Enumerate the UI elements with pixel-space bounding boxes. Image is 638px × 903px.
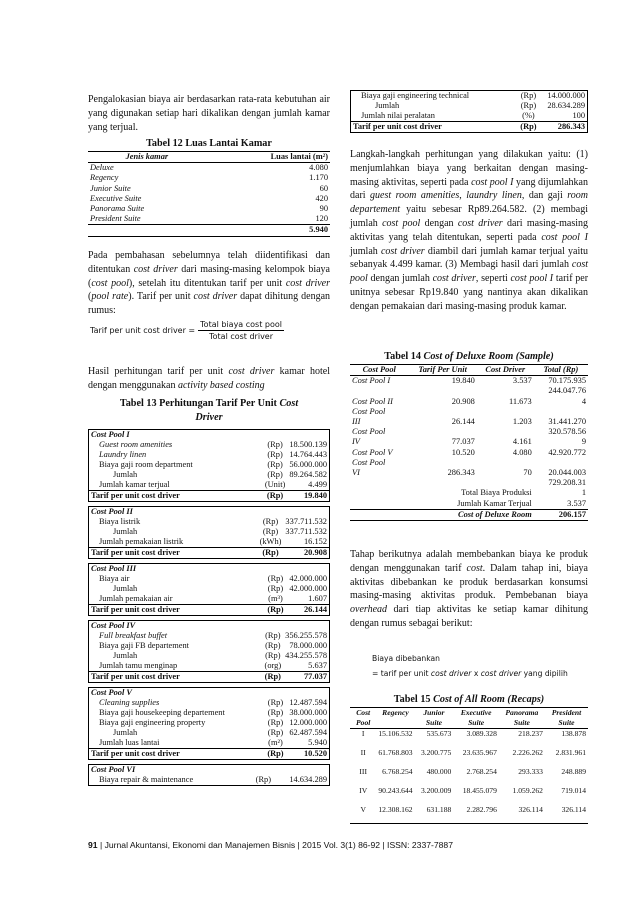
table-cell: (Rp) — [520, 101, 537, 110]
formula-allocation — [372, 654, 568, 678]
table-row — [89, 460, 330, 470]
table-cell: 420 — [315, 193, 328, 203]
formula-pool-rate — [90, 320, 284, 341]
table-cell: 42.920.772 — [548, 447, 586, 457]
table-cell: (Rp) — [267, 450, 283, 459]
cost-pool-name: Cost Pool II — [91, 507, 133, 516]
table-cell: (Rp) — [520, 91, 537, 100]
table-cell: Full breakfast buffet — [99, 631, 168, 640]
table-cell: Biaya gaji housekeeping departement — [99, 708, 225, 717]
table-cell: 206.157 — [558, 509, 586, 519]
table-cell — [408, 458, 476, 468]
table-row — [350, 729, 588, 748]
table-row — [88, 163, 330, 174]
cost-pool-name: Cost Pool VI — [91, 765, 136, 774]
table-12-grid — [88, 151, 330, 237]
summary-row — [350, 509, 588, 520]
table-cell — [477, 407, 534, 417]
table-cell: 89.264.582 — [289, 470, 327, 479]
table-row — [89, 537, 330, 548]
table-cell: (org) — [264, 661, 282, 670]
table-cell: 70.175.935 — [548, 376, 586, 386]
table-row — [89, 574, 330, 584]
table-cell: 535.673 — [426, 729, 452, 739]
cost-pool-block — [88, 429, 330, 502]
table-row — [350, 478, 588, 488]
table-row — [89, 661, 330, 672]
table-cell: 10.520 — [286, 749, 330, 760]
table-cell: Jumlah nilai peralatan — [361, 111, 435, 120]
table-cell: 61.768.803 — [378, 747, 413, 757]
table-cell: Laundry linen — [99, 450, 147, 459]
table-cell — [408, 427, 476, 437]
table-cell: Jumlah — [113, 527, 138, 536]
table-row — [89, 517, 330, 527]
table-header: Luas lantai (m²) — [270, 152, 328, 161]
table-cell: Biaya listrik — [99, 517, 141, 526]
table-header: Junior Suite — [423, 708, 445, 728]
table-cell: Cost Pool II — [352, 396, 393, 406]
table-cell: 20.908 — [451, 396, 475, 406]
table-cell: Cost Pool V — [352, 447, 393, 457]
table-header: President Suite — [551, 708, 582, 728]
paragraph-overhead: Tahap berikutnya adalah membebankan biaya ke produk dengan menggunakan tarif cost. Dalam tahap ini, biaya aktivitas dibebankan ke produk berdasarkan konsumsi masing-masing aktivitas produk. Pembebanan biaya overhead dari tiap aktivitas ke setiap kamar dihitung dengan rumus sebagai berikut: — [350, 549, 588, 629]
table-cell: 90 — [319, 204, 328, 214]
table-cell — [350, 478, 408, 488]
table-cell: 90.243.644 — [378, 785, 413, 795]
table-15-grid — [350, 707, 588, 824]
table-row — [89, 631, 330, 641]
table-cell: 6.768.254 — [382, 766, 413, 776]
table-13-caption: Tabel 13 Perhitungan Tarif Per Unit Cost Driver — [119, 398, 299, 423]
table-cell: Biaya gaji room department — [99, 460, 193, 469]
table-row — [350, 437, 588, 447]
table-cell: 244.047.76 — [548, 386, 586, 396]
table-15-caption: Tabel 15 Cost of All Room (Recaps) — [393, 694, 545, 705]
paragraph-cost-driver: Pada pembahasan sebelumnya telah diidentifikasi dan ditentukan cost driver dari masing-masing kelompok biaya (cost pool), setelah itu ditentukan tarif per unit cost driver (pool rate). Tarif per unit cost driver dapat dihitung dengan rumus: — [88, 250, 331, 317]
paragraph-results-intro: Hasil perhitungan tarif per unit cost driver kamar hotel dengan menggunakan activity based costing — [88, 366, 330, 391]
table-cell: 26.144 — [286, 605, 330, 616]
table-cell — [350, 386, 408, 396]
table-row — [350, 407, 588, 417]
table-cell: 337.711.532 — [285, 527, 327, 536]
cost-pool-block — [88, 764, 330, 786]
table-cell: 120 — [315, 214, 328, 224]
table-cell: (Unit) — [264, 480, 286, 489]
cost-pool-header — [89, 430, 330, 441]
table-cell: 77.037 — [283, 672, 329, 683]
table-cell: (Rp) — [267, 718, 284, 727]
table-cell: Jumlah Kamar Terjual — [457, 498, 532, 508]
table-cell: Tarif per unit cost driver — [89, 749, 266, 760]
formula-numerator: Total biaya cost pool — [200, 320, 282, 329]
table-cell: (Rp) — [267, 460, 283, 469]
table-cell: Biaya air — [99, 574, 130, 583]
cost-pool-header — [89, 765, 330, 776]
table-cell: (kWh) — [259, 537, 282, 546]
cost-pool-name: Cost Pool IV — [91, 621, 136, 630]
table-cell: Cost of Deluxe Room — [458, 509, 532, 519]
table-cell: (Rp) — [267, 708, 284, 717]
table-cell: Jumlah — [113, 584, 138, 593]
table-cell: Tarif per unit cost driver — [89, 672, 263, 683]
table-cell: Tarif per unit cost driver — [89, 605, 266, 616]
table-cell: 19.840 — [451, 376, 475, 386]
table-cell: Jumlah — [113, 470, 138, 479]
page-footer — [88, 840, 453, 850]
table-cell: Jumlah pemakaian listrik — [99, 537, 184, 546]
table-cell: I — [361, 729, 365, 739]
table-header: Regency — [382, 708, 409, 717]
table-cell: Tarif per unit cost driver — [89, 548, 258, 559]
table-row — [88, 214, 330, 225]
table-cell: Regency — [90, 173, 119, 183]
table-cell: 480.000 — [426, 766, 452, 776]
table-cell: 4.080 — [512, 447, 532, 457]
paragraph-steps: Langkah-langkah perhitungan yang dilakukan yaitu: (1) menjumlahkan biaya yang berkaitan dengan masing-masing aktivitas, seperti pada cost pool I yang dijumlahkan dari guest room amenities, laundry linen, dan gaji room departement yaitu sebesar Rp89.264.582. (2) membagi jumlah cost pool dengan cost driver dari masing-masing aktivitas yang telah ditentukan, seperti pada cost pool I jumlah cost driver diambil dari jumlah kamar terjual yaitu sebanyak 4.499 kamar. (3) Membagi hasil dari jumlah cost pool dengan jumlah cost driver, seperti cost pool I tarif per unitnya sebesar Rp19.840 yang nantinya akan dikalikan dengan pemakaian dari masing-masing produk kamar. — [350, 149, 589, 312]
table-cell: 12.308.162 — [378, 804, 413, 814]
table-cell: 326.114 — [561, 804, 586, 814]
table-14 — [350, 350, 588, 521]
table-row — [89, 527, 330, 537]
table-cell: 1.607 — [308, 594, 327, 603]
table-cell: (Rp) — [263, 672, 284, 683]
table-cell: (Rp) — [255, 775, 272, 784]
table-cell: Jumlah tamu menginap — [99, 661, 178, 670]
table-cell: VI — [352, 468, 360, 478]
table-cell: 5.637 — [308, 661, 327, 670]
table-cell: (Rp) — [263, 491, 287, 502]
table-cell — [408, 407, 476, 417]
table-row — [89, 641, 330, 651]
table-cell: 356.255.578 — [285, 631, 327, 640]
table-header: Jenis kamar — [125, 152, 169, 161]
table-row — [350, 397, 588, 407]
table-row — [89, 480, 330, 491]
tarif-row — [89, 672, 330, 683]
table-cell: Deluxe — [90, 163, 114, 173]
table-row — [351, 91, 588, 102]
table-cell: 77.037 — [451, 437, 475, 447]
table-cell — [477, 458, 534, 468]
table-cell: 248.889 — [561, 766, 586, 776]
table-cell: III — [352, 417, 361, 427]
table-cell: 4.161 — [512, 437, 532, 447]
table-cell: 14.000.000 — [547, 91, 585, 100]
table-row — [89, 584, 330, 594]
table-cell: 4.499 — [308, 480, 327, 489]
table-cell — [408, 386, 476, 396]
cost-pool-block — [88, 687, 330, 760]
table-row — [351, 101, 588, 111]
table-row — [350, 427, 588, 437]
table-cell: (Rp) — [267, 584, 284, 593]
table-row — [89, 594, 330, 605]
table-12-total: 5.940 — [309, 225, 328, 235]
table-cell: 9 — [581, 437, 586, 447]
table-row — [88, 173, 330, 183]
summary-row — [350, 488, 588, 498]
table-cell: Executive Suite — [90, 193, 142, 203]
table-13 — [88, 397, 330, 786]
table-cell: 20.908 — [283, 548, 329, 559]
table-row — [89, 651, 330, 661]
tarif-row — [351, 122, 588, 133]
table-cell: Jumlah pemakaian air — [99, 594, 173, 603]
table-cell: 42.000.000 — [289, 584, 327, 593]
formula-lhs: Tarif per unit cost driver = — [90, 326, 196, 335]
table-cell: (Rp) — [265, 631, 281, 640]
table-header: Total (Rp) — [543, 365, 579, 374]
table-cell: Cost Pool — [352, 427, 386, 437]
table-row — [89, 440, 330, 450]
table-row — [89, 738, 330, 749]
table-cell: Biaya gaji engineering technical — [361, 91, 470, 100]
table-cell: 28.634.289 — [547, 101, 585, 110]
cost-pool-header — [89, 507, 330, 518]
table-cell: 3.089.328 — [466, 729, 497, 739]
table-cell: (Rp) — [267, 728, 284, 737]
table-cell: Cost Pool — [352, 457, 386, 467]
table-cell: Junior Suite — [90, 183, 131, 193]
table-14-caption: Tabel 14 Cost of Deluxe Room (Sample) — [384, 351, 554, 362]
tarif-row — [89, 548, 330, 559]
table-cell: 1.170 — [309, 173, 328, 183]
table-cell: Jumlah luas lantai — [99, 738, 160, 747]
cost-pool-block — [88, 620, 330, 683]
table-cell: Total Biaya Produksi — [461, 488, 532, 498]
table-cell: 38.000.000 — [289, 708, 327, 717]
table-cell — [408, 478, 476, 488]
table-cell: 320.578.56 — [548, 427, 586, 437]
table-cell: 2.226.262 — [512, 747, 543, 757]
table-14-grid — [350, 364, 588, 521]
table-cell: IV — [352, 437, 360, 447]
tarif-row — [89, 491, 330, 502]
table-row — [350, 376, 588, 387]
table-cell: (Rp) — [267, 440, 283, 449]
table-row — [350, 748, 588, 767]
table-row — [350, 386, 588, 396]
table-row — [89, 718, 330, 728]
table-13-continued — [350, 90, 588, 133]
table-cell: 1.203 — [512, 417, 532, 427]
table-cell: 100 — [572, 111, 585, 120]
table-cell — [534, 458, 588, 468]
table-cell: (Rp) — [265, 641, 281, 650]
table-row — [350, 417, 588, 427]
table-cell: 3.537 — [567, 498, 586, 508]
table-cell: (Rp) — [265, 605, 286, 616]
table-row — [89, 775, 330, 786]
table-cell: (Rp) — [265, 651, 281, 660]
footer-text: | Jurnal Akuntansi, Ekonomi dan Manajemen Bisnis | 2015 Vol. 3(1) 86-92 | ISSN: 2337-7887 — [97, 840, 453, 850]
table-row — [350, 786, 588, 805]
tarif-row — [89, 749, 330, 760]
cost-pool-header — [89, 688, 330, 699]
table-cell: Biaya gaji FB departement — [99, 641, 190, 650]
table-cell — [534, 407, 588, 417]
table-15 — [350, 693, 588, 824]
table-cell: 2.831.961 — [555, 747, 586, 757]
table-cell: 26.144 — [451, 417, 475, 427]
table-cell: Tarif per unit cost driver — [351, 122, 518, 133]
table-cell: 2.768.254 — [466, 766, 497, 776]
table-row — [88, 204, 330, 214]
table-row — [89, 728, 330, 738]
table-cell: 631.188 — [426, 804, 452, 814]
cost-pool-header — [89, 621, 330, 632]
table-header: Cost Pool — [356, 708, 371, 728]
table-cell: IV — [359, 785, 368, 795]
table-cell: (Rp) — [267, 470, 283, 479]
table-header: Cost Driver — [485, 365, 526, 374]
table-cell: 15.106.532 — [378, 729, 413, 739]
table-row — [350, 805, 588, 824]
table-cell: 3.200.009 — [420, 785, 452, 795]
formula-denominator: Total cost driver — [209, 332, 274, 341]
table-cell: 729.208.31 — [548, 478, 586, 488]
table-cell: 18.500.139 — [289, 440, 327, 449]
table-cell: (Rp) — [265, 749, 286, 760]
table-row — [350, 468, 588, 478]
table-row — [89, 708, 330, 718]
table-cell: Jumlah — [375, 101, 400, 110]
table-row — [88, 194, 330, 204]
table-cell: V — [360, 804, 366, 814]
table-cell: 56.000.000 — [289, 460, 327, 469]
table-cell: Jumlah — [113, 728, 138, 737]
cost-pool-header — [89, 564, 330, 575]
table-cell: Cost Pool — [352, 406, 386, 416]
summary-row — [350, 499, 588, 510]
table-cell: 16.152 — [303, 537, 327, 546]
table-cell: 1.059.262 — [512, 785, 543, 795]
formula-allocation-expr: = tarif per unit cost driver x cost driver yang dipilih — [372, 669, 568, 678]
table-cell: 14.764.443 — [289, 450, 327, 459]
table-row — [351, 111, 588, 122]
table-cell: 2.282.796 — [466, 804, 497, 814]
table-cell: 4 — [581, 396, 586, 406]
table-12-caption: Tabel 12 Luas Lantai Kamar — [146, 138, 272, 149]
table-cell: Biaya repair & maintenance — [99, 775, 194, 784]
table-cell: 78.000.000 — [289, 641, 327, 650]
cost-pool-name: Cost Pool I — [91, 430, 130, 439]
table-cell: President Suite — [90, 214, 141, 224]
table-cell: Jumlah — [113, 651, 138, 660]
table-cell: 719.014 — [561, 785, 586, 795]
table-cell: 42.000.000 — [289, 574, 327, 583]
table-row — [89, 470, 330, 480]
table-cell: (Rp) — [267, 698, 284, 707]
table-cell: 12.000.000 — [289, 718, 327, 727]
table-cell: (m²) — [268, 738, 283, 747]
table-cell: (Rp) — [517, 122, 540, 133]
table-cell — [477, 478, 534, 488]
table-row — [350, 767, 588, 786]
table-cell: 18.455.079 — [462, 785, 497, 795]
page-number: 91 — [88, 840, 98, 850]
table-12 — [88, 137, 330, 237]
table-header: Cost Pool — [362, 365, 396, 374]
table-cell: 434.255.578 — [285, 651, 327, 660]
table-cell — [477, 427, 534, 437]
table-cell: Guest room amenities — [99, 440, 173, 449]
table-cell: Tarif per unit cost driver — [89, 491, 263, 502]
table-cell: 12.487.594 — [289, 698, 327, 707]
tarif-row — [89, 605, 330, 616]
table-cell: 5.940 — [308, 738, 327, 747]
table-cell: (Rp) — [262, 517, 279, 526]
table-cell: 337.711.532 — [285, 517, 327, 526]
table-row — [89, 450, 330, 460]
table-cell: 4.080 — [309, 163, 328, 173]
table-cell: 70 — [523, 468, 532, 478]
cost-pool-name: Cost Pool V — [91, 688, 132, 697]
table-cell: Jumlah kamar terjual — [99, 480, 170, 489]
table-cell: 3.537 — [512, 376, 532, 386]
table-row — [88, 184, 330, 194]
table-row — [89, 698, 330, 708]
table-cell: (%) — [522, 111, 535, 120]
formula-allocation-label: Biaya dibebankan — [372, 654, 440, 663]
table-header: Executive Suite — [460, 708, 492, 728]
table-cell: 1 — [581, 488, 586, 498]
table-cell: 62.487.594 — [289, 728, 327, 737]
table-cell: Biaya gaji engineering property — [99, 718, 206, 727]
table-cell: Cleaning supplies — [99, 698, 160, 707]
cost-pool-block — [88, 506, 330, 559]
table-cell: (Rp) — [262, 527, 279, 536]
table-cell: 11.673 — [509, 396, 532, 406]
table-cell: (Rp) — [267, 574, 284, 583]
table-row — [350, 458, 588, 468]
table-cell: 3.200.775 — [420, 747, 452, 757]
table-row — [350, 448, 588, 458]
table-cell: 10.520 — [451, 447, 475, 457]
table-cell: 286.343 — [447, 468, 475, 478]
table-cell: (Rp) — [258, 548, 284, 559]
table-cell: 20.044.003 — [548, 468, 586, 478]
table-cell: 31.441.270 — [548, 417, 586, 427]
table-cell: 293.333 — [518, 766, 543, 776]
table-cell: 60 — [319, 183, 328, 193]
table-cell: 326.114 — [518, 804, 543, 814]
table-cell: 19.840 — [287, 491, 329, 502]
table-cell: Panorama Suite — [90, 204, 145, 214]
table-cell — [477, 386, 534, 396]
table-cell: 138.878 — [561, 729, 586, 739]
table-cell: Cost Pool I — [352, 376, 391, 386]
table-cell: 14.634.289 — [289, 775, 327, 784]
table-cell: III — [359, 766, 367, 776]
table-cell: 286.343 — [540, 122, 588, 133]
table-header: Tarif Per Unit — [418, 365, 467, 374]
paragraph-water-allocation: Pengalokasian biaya air berdasarkan rata-rata kebutuhan air yang digunakan setiap hari dikalikan dengan jumlah kamar yang terjual. — [88, 94, 330, 133]
cost-pool-name: Cost Pool III — [91, 564, 137, 573]
table-cell: 23.635.967 — [462, 747, 497, 757]
table-cell: (m³) — [268, 594, 283, 603]
table-cell: II — [360, 747, 366, 757]
table-header: Panorama Suite — [505, 708, 539, 728]
cost-pool-block — [88, 563, 330, 616]
table-cell: 218.237 — [518, 729, 543, 739]
